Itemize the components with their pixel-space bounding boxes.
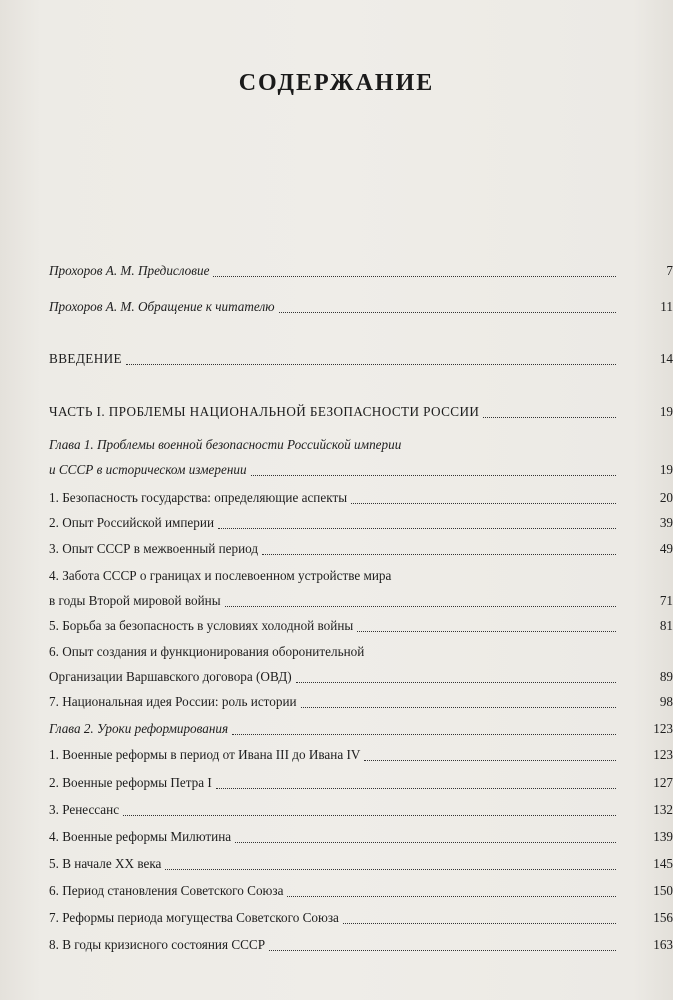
toc-page-number: 145 bbox=[653, 856, 673, 871]
dot-leader bbox=[269, 932, 616, 951]
toc-page-number: 49 bbox=[659, 541, 673, 556]
dot-leader bbox=[216, 770, 616, 789]
toc-page-number: 123 bbox=[653, 721, 673, 736]
toc-entry-title: Глава 2. Уроки реформирования bbox=[49, 721, 229, 736]
toc-entry-title: ЧАСТЬ I. ПРОБЛЕМЫ НАЦИОНАЛЬНОЙ БЕЗОПАСНОСТИ РОССИИ bbox=[49, 404, 480, 419]
dot-leader bbox=[126, 346, 616, 365]
toc-entry-title: 5. Борьба за безопасность в условиях холодной войны bbox=[49, 618, 354, 633]
page-title: СОДЕРЖАНИЕ bbox=[238, 70, 435, 96]
toc-page-number: 20 bbox=[659, 490, 673, 505]
toc-page-number: 163 bbox=[653, 937, 673, 952]
toc-page-number: 14 bbox=[659, 351, 673, 366]
toc-entry-title: 2. Военные реформы Петра I bbox=[49, 775, 212, 790]
dot-leader bbox=[296, 664, 616, 683]
toc-page-number: 156 bbox=[653, 910, 673, 925]
toc-page-number: 81 bbox=[659, 618, 673, 633]
toc-page-number: 132 bbox=[653, 802, 673, 817]
dot-leader bbox=[251, 457, 616, 476]
toc-entry-title: и СССР в историческом измерении bbox=[49, 462, 247, 477]
toc-page-number: 98 bbox=[659, 694, 673, 709]
toc-entry-title: 4. Военные реформы Милютина bbox=[49, 829, 232, 844]
toc-entry-title: 3. Ренессанс bbox=[49, 802, 120, 817]
dot-leader bbox=[483, 399, 616, 418]
toc-entry-title: 4. Забота СССР о границах и послевоенном устройстве мира bbox=[49, 568, 392, 583]
dot-leader bbox=[301, 689, 616, 708]
toc-entry-title: Глава 1. Проблемы военной безопасности Российской империи bbox=[49, 437, 402, 452]
dot-leader bbox=[351, 485, 616, 504]
toc-page-number: 123 bbox=[653, 747, 673, 762]
dot-leader bbox=[235, 824, 616, 843]
toc-entry-title: 2. Опыт Российской империи bbox=[49, 515, 214, 530]
dot-leader bbox=[232, 716, 616, 735]
toc-page-number: 89 bbox=[659, 669, 673, 684]
toc-entry-title: Прохоров А. М. Обращение к читателю bbox=[49, 299, 275, 314]
toc-entry-title: в годы Второй мировой войны bbox=[49, 593, 221, 608]
dot-leader bbox=[225, 588, 616, 607]
toc-page-number: 127 bbox=[653, 775, 673, 790]
toc-entry-title: 5. В начале XX века bbox=[49, 856, 162, 871]
toc-entry-title: Прохоров А. М. Предисловие bbox=[49, 263, 210, 278]
toc-entry-title: 1. Военные реформы в период от Ивана III до Ивана IV bbox=[49, 747, 361, 762]
toc-entry-title: 7. Национальная идея России: роль истории bbox=[49, 694, 297, 709]
toc-page-number: 7 bbox=[666, 263, 673, 278]
dot-leader bbox=[357, 613, 616, 632]
toc-entry-title: 3. Опыт СССР в межвоенный период bbox=[49, 541, 259, 556]
toc-page-number: 39 bbox=[659, 515, 673, 530]
dot-leader bbox=[218, 510, 616, 529]
toc-entry-title: 1. Безопасность государства: определяющие аспекты bbox=[49, 490, 348, 505]
toc-entry-title: ВВЕДЕНИЕ bbox=[49, 351, 123, 366]
toc-entry-title: 6. Опыт создания и функционирования оборонительной bbox=[49, 644, 365, 659]
toc-page-number: 19 bbox=[659, 462, 673, 477]
dot-leader bbox=[287, 878, 616, 897]
dot-leader bbox=[165, 851, 616, 870]
toc-entry-title: 6. Период становления Советского Союза bbox=[49, 883, 284, 898]
dot-leader bbox=[262, 536, 616, 555]
toc-entry-title: Организации Варшавского договора (ОВД) bbox=[49, 669, 292, 684]
toc-page-number: 139 bbox=[653, 829, 673, 844]
toc-page-number: 19 bbox=[659, 404, 673, 419]
toc-page-number: 150 bbox=[653, 883, 673, 898]
toc-page-number: 11 bbox=[660, 299, 673, 314]
dot-leader bbox=[279, 294, 617, 313]
dot-leader bbox=[364, 742, 616, 761]
dot-leader bbox=[213, 258, 616, 277]
dot-leader bbox=[343, 905, 616, 924]
toc-page-number: 71 bbox=[659, 593, 673, 608]
toc-entry-title: 7. Реформы периода могущества Советского Союза bbox=[49, 910, 339, 925]
toc-entry-title: 8. В годы кризисного состояния СССР bbox=[49, 937, 266, 952]
dot-leader bbox=[123, 797, 616, 816]
